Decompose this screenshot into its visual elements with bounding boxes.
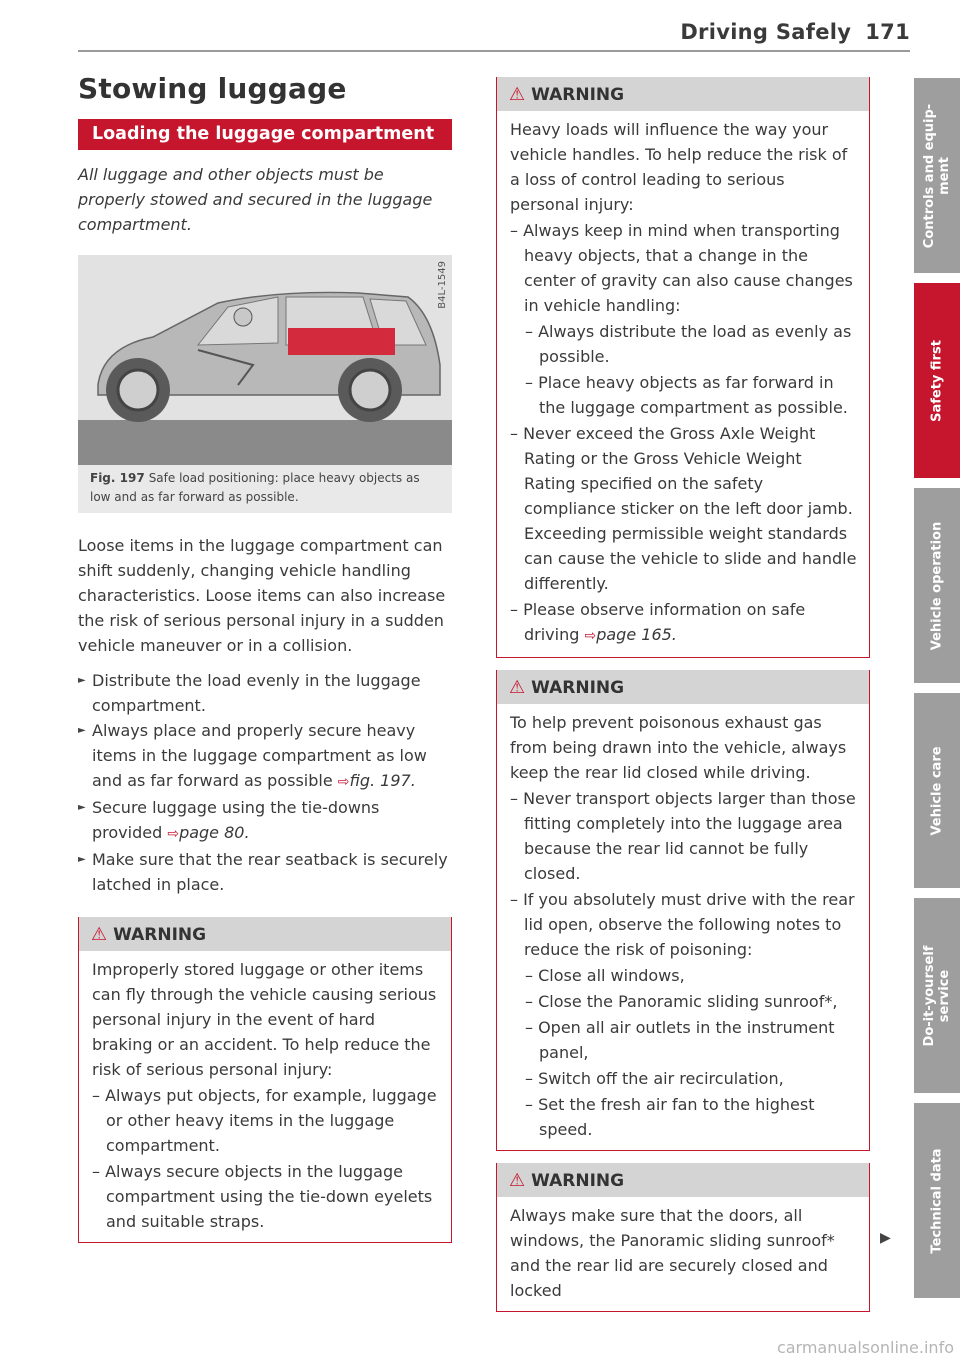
warning-text: Heavy loads will influence the way your vehicle handles. To help reduce the risk of a loss of control leading to serious personal injury: [510,120,848,214]
section-heading: Loading the luggage compartment [78,119,452,150]
warning-triangle-icon: ⚠ [509,84,526,105]
warning-text: Always make sure that the doors, all windows, the Panoramic sliding sunroof* and the rear lid are securely closed and locked [510,1206,835,1300]
tab-do-it-yourself[interactable]: Do-it-yourself service [914,898,960,1093]
warning-box [496,77,870,658]
warning-subitem: – Set the fresh air fan to the highest speed. [525,1095,815,1139]
list-item: ► Secure luggage using the tie-downs provided ⇨page 80. [78,795,452,847]
warning-box [78,917,452,1243]
tab-vehicle-operation[interactable]: Vehicle operation [914,488,960,683]
watermark: carmanualsonline.info [776,1338,954,1357]
list-item: ► Always place and properly secure heavy items in the luggage compartment as low and as far forward as possible ⇨fig. 197. [78,718,452,795]
chapter-title: Driving Safely [680,20,852,44]
warning-body [497,704,869,1150]
warning-subitem: – Open all air outlets in the instrument panel, [525,1018,835,1062]
warning-triangle-icon: ⚠ [91,924,108,945]
warning-item: – Never transport objects larger than those fitting completely into the luggage area because the rear lid cannot be fully closed. [510,789,856,883]
continued-arrow-icon: ▶ [880,1230,891,1246]
figure-label: Fig. 197 [90,471,145,485]
warning-body [497,111,869,657]
warning-body [497,1197,869,1311]
warning-body [79,951,451,1242]
tab-controls[interactable]: Controls and equip- ment [914,78,960,273]
warning-item: – Always secure objects in the luggage compartment using the tie-down eyelets and suitable straps. [92,1162,433,1231]
warning-subitem: – Place heavy objects as far forward in the luggage compartment as possible. [525,373,848,417]
warning-box [496,1163,870,1312]
page-link[interactable]: ⇨page 80. [167,823,250,842]
figure-caption [78,465,452,513]
warning-subitem: – Close all windows, [525,966,685,985]
warning-header: ⚠ WARNING [79,917,451,951]
tab-safety-first[interactable]: Safety first [914,283,960,478]
header-rule [78,50,910,52]
tab-vehicle-care[interactable]: Vehicle care [914,693,960,888]
left-column [78,72,452,1243]
warning-subitem: – Switch off the air recirculation, [525,1069,784,1088]
body-paragraph: Loose items in the luggage compartment can shift suddenly, changing vehicle handling characteristics. Loose items can also increase the risk of serious personal injury in a sudden vehicle maneuver or in a collision. [78,536,446,655]
figure-code: B4L-1549 [437,261,448,309]
warning-item: – Always keep in mind when transporting heavy objects, that a change in the center of gravity can also cause changes in vehicle handling: [510,221,853,315]
warning-triangle-icon: ⚠ [509,1170,526,1191]
warning-header: ⚠ WARNING [497,1163,869,1197]
warning-header: ⚠ WARNING [497,77,869,111]
page-title: Stowing luggage [78,72,347,105]
warning-text: To help prevent poisonous exhaust gas from being drawn into the vehicle, always keep the rear lid closed while driving. [510,713,847,782]
warning-item: – Please observe information on safe driving ⇨page 165. [510,600,806,644]
figure-197 [78,255,452,513]
warning-header: ⚠ WARNING [497,670,869,704]
page-header [680,20,910,44]
warning-text: Improperly stored luggage or other items can fly through the vehicle causing serious personal injury in the event of hard braking or an accident. To help reduce the risk of serious personal injury: [92,960,437,1079]
instruction-list [78,668,452,897]
list-item: ► Distribute the load evenly in the luggage compartment. [78,668,452,718]
intro-text: All luggage and other objects must be properly stowed and secured in the luggage compartment. [78,165,433,234]
car-illustration [78,255,452,465]
warning-box [496,670,870,1151]
warning-item: – Never exceed the Gross Axle Weight Rating or the Gross Vehicle Weight Rating specified on the safety compliance sticker on the left door jamb. Exceeding permissible weight standards can cause the vehicle to slide and handle differently. [510,424,857,593]
page-link[interactable]: ⇨page 165. [584,625,677,644]
tab-technical-data[interactable]: Technical data [914,1103,960,1298]
warning-subitem: – Close the Panoramic sliding sunroof*, [525,992,838,1011]
warning-subitem: – Always distribute the load as evenly as possible. [525,322,852,366]
figure-link[interactable]: ⇨fig. 197. [337,771,416,790]
warning-triangle-icon: ⚠ [509,677,526,698]
warning-item: – Always put objects, for example, luggage or other heavy items in the luggage compartment. [92,1086,437,1155]
figure-caption-text: Safe load positioning: place heavy objects as low and as far forward as possible. [90,471,420,504]
right-column [496,77,870,1312]
car-side-view-image [78,255,452,465]
list-item: ► Make sure that the rear seatback is securely latched in place. [78,847,452,897]
page-number: 171 [865,20,910,44]
warning-item: – If you absolutely must drive with the rear lid open, observe the following notes to reduce the risk of poisoning: [510,890,855,959]
chapter-tabs [914,78,960,1308]
